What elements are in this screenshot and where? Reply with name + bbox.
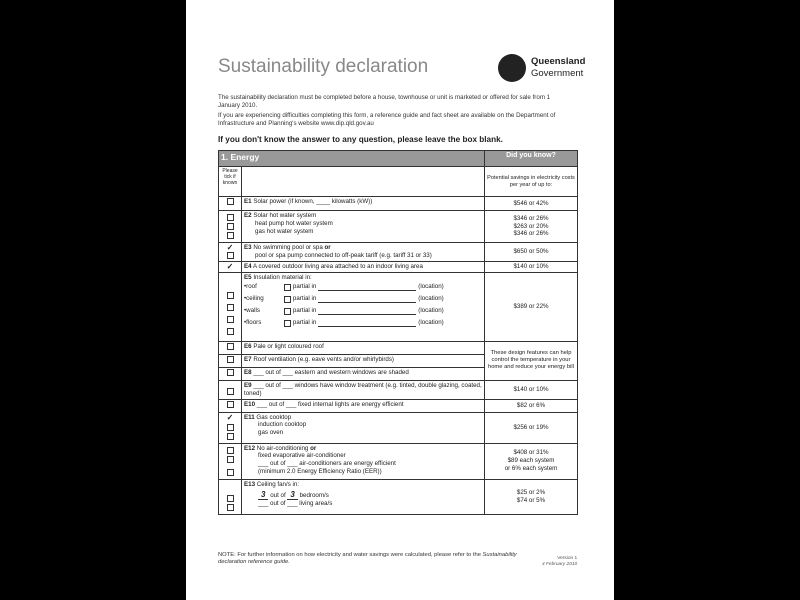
location-roof-field[interactable] <box>318 284 416 291</box>
checkbox-e1[interactable] <box>227 198 234 205</box>
tick-mark-e11[interactable]: ✓ <box>226 412 234 422</box>
partial-floors-box[interactable] <box>284 320 291 327</box>
row-e10: E10 ___ out of ___ fixed internal lights are energy efficient $82 or 6% <box>219 399 578 412</box>
row-e7: E7 Roof ventilation (e.g. eave vents and/or whirlybirds) <box>219 354 578 367</box>
page-title: Sustainability declaration <box>218 56 429 77</box>
row-e12: E12 No air-conditioning or fixed evaporative air-conditioner ___ out of ___ air-conditioners are energy efficient (minimum 2.0 Energy Efficiency Ratio (EER)) $408 or 31% $89 each system or 6% each system <box>219 443 578 479</box>
version-info: Version 1 4 February 2010 <box>542 556 578 567</box>
row-e13: E13 Ceiling fan/s in: 3 out of 3 bedroom/s ___ out of ___ living area/s $25 or 2% $74 or 5% <box>219 479 578 514</box>
did-you-know-heading: Did you know? <box>485 151 578 167</box>
checkbox-e5-floors[interactable] <box>227 328 234 335</box>
checkbox-e11-oven[interactable] <box>227 433 234 440</box>
row-e2: E2 Solar hot water system heat pump hot water system gas hot water system $346 or 26% $263 or 20% $346 or 26% <box>219 211 578 243</box>
row-e6: E6 Pale or light coloured roof These design features can help control the temperature in your home and reduce your energy bill <box>219 341 578 354</box>
logo-line2: Government <box>531 68 584 79</box>
insulation-ceiling: • ceiling partial in (location) <box>244 295 444 303</box>
intro-text <box>218 94 563 130</box>
e1-saving: $546 or 42% <box>485 197 578 211</box>
intro-p1: The sustainability declaration must be completed before a house, townhouse or unit is marketed or offered for sale from 1 January 2010. <box>218 94 551 109</box>
logo-line1: Queensland <box>531 56 586 67</box>
intro-p2: If you are experiencing difficulties completing this form, a reference guide and fact sheet are available on the Department of Infrastructure and Planning's website www.dip.qld.gov.au <box>218 112 556 127</box>
partial-ceiling-box[interactable] <box>284 296 291 303</box>
instruction: If you don't know the answer to any question, please leave the box blank. <box>218 135 503 144</box>
section-heading: 1. Energy <box>219 151 485 167</box>
handwritten-bedrooms-count[interactable]: 3 <box>258 490 268 500</box>
row-e5: E5 Insulation material in: • roof partial in (location) • ceiling partial in (location) • walls partial in (location) • floors partial in (location) $389 or 22% <box>219 272 578 341</box>
checkbox-e10[interactable] <box>227 401 234 408</box>
checkbox-e12-none[interactable] <box>227 447 234 454</box>
row-e4: ✓ E4 A covered outdoor living area attached to an indoor living area $140 or 10% <box>219 261 578 272</box>
checkbox-e11-induction[interactable] <box>227 424 234 431</box>
insulation-roof: • roof partial in (location) <box>244 283 444 291</box>
document-page <box>186 0 614 600</box>
coat-of-arms-icon <box>498 54 526 82</box>
checkbox-e3-pool[interactable] <box>227 252 234 259</box>
row-e11: ✓ E11 Gas cooktop induction cooktop gas oven $256 or 19% <box>219 412 578 443</box>
partial-walls-box[interactable] <box>284 308 291 315</box>
savings-header: Potential savings in electricity costs per year of up to: <box>485 167 578 197</box>
handwritten-bedrooms-total[interactable]: 3 <box>287 490 297 500</box>
row-e3: ✓ E3 No swimming pool or spa or pool or spa pump connected to off-peak tariff (e.g. tariff 31 or 33) $650 or 50% <box>219 243 578 262</box>
checkbox-e13-living[interactable] <box>227 504 234 511</box>
checkbox-e5-roof[interactable] <box>227 292 234 299</box>
energy-table <box>218 150 578 515</box>
location-ceiling-field[interactable] <box>318 296 416 303</box>
footnote: NOTE: For further information on how electricity and water savings were calculated, please refer to the Sustainability declaration reference guide. <box>218 552 517 565</box>
tick-mark-e3[interactable]: ✓ <box>226 243 234 252</box>
design-note: These design features can help control the temperature in your home and reduce your energy bill <box>485 341 578 380</box>
row-e8: E8 ___ out of ___ eastern and western windows are shaded <box>219 367 578 380</box>
checkbox-e2-heatpump[interactable] <box>227 223 234 230</box>
location-walls-field[interactable] <box>318 308 416 315</box>
checkbox-e6[interactable] <box>227 343 234 350</box>
insulation-floors: • floors partial in (location) <box>244 319 444 327</box>
checkbox-e12-efficient[interactable] <box>227 469 234 476</box>
tick-mark-e4[interactable]: ✓ <box>226 261 234 271</box>
tick-header: Please tick if known <box>219 167 242 197</box>
checkbox-e8[interactable] <box>227 369 234 376</box>
checkbox-e2-solar[interactable] <box>227 214 234 221</box>
location-floors-field[interactable] <box>318 320 416 327</box>
checkbox-e13-bedroom[interactable] <box>227 495 234 502</box>
row-e9: E9 ___ out of ___ windows have window treatment (e.g. tinted, double glazing, coated, toned) $140 or 10% <box>219 380 578 399</box>
checkbox-e5-walls[interactable] <box>227 316 234 323</box>
e3-saving: $650 or 50% <box>485 243 578 262</box>
insulation-walls: • walls partial in (location) <box>244 307 444 315</box>
checkbox-e12-evap[interactable] <box>227 456 234 463</box>
checkbox-e7[interactable] <box>227 356 234 363</box>
qld-government-logo <box>498 52 608 86</box>
row-e1: E1 Solar power (if known, ____ kilowatts (kW)) $546 or 42% <box>219 197 578 211</box>
checkbox-e5-ceiling[interactable] <box>227 304 234 311</box>
partial-roof-box[interactable] <box>284 284 291 291</box>
e1-text: Solar power (if known, ____ kilowatts (kW)) <box>253 198 373 205</box>
reference-guide-name: Sustainability declaration reference guide. <box>218 552 517 565</box>
checkbox-e2-gas[interactable] <box>227 232 234 239</box>
checkbox-e9[interactable] <box>227 388 234 395</box>
